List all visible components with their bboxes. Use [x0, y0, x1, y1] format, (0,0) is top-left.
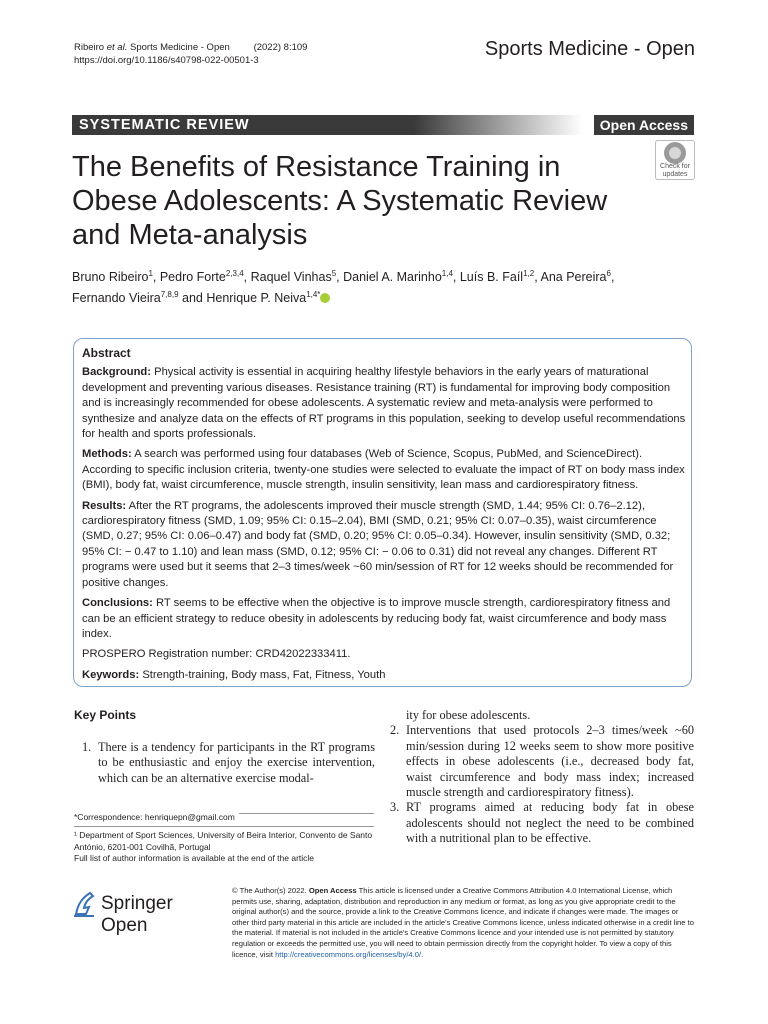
citation-year-volume: (2022) 8:109 [253, 42, 308, 53]
author[interactable]: Henrique P. Neiva$^{1,4*}$ [206, 290, 321, 306]
abstract-content [82, 346, 687, 688]
abstract-keywords: Keywords: Strength-training, Body mass, Fat, Fitness, Youth [82, 668, 386, 681]
doi-link[interactable]: https://doi.org/10.1186/s40798-022-00501-3 [74, 55, 259, 66]
check-for-updates-button[interactable] [655, 140, 695, 180]
author[interactable]: Ana Pereira$^6$ [540, 269, 611, 285]
list-item-continued: ity for obese adolescents. [406, 708, 531, 722]
citation-etal: et al. [106, 42, 128, 53]
key-points-right-column [390, 708, 694, 847]
license-link[interactable]: http://creativecommons.org/licenses/by/4.0/ [275, 949, 422, 959]
authors-and: and [182, 291, 203, 306]
author[interactable]: Bruno Ribeiro$^1$ [72, 269, 153, 285]
affiliation-note: ¹ Department of Sport Sciences, University of Beira Interior, Convento de Santo António, 6201-001 Covilhã, Portugal Full list of author information is available at the end of the article [74, 830, 373, 863]
license-statement: © The Author(s) 2022. Open Access This article is licensed under a Creative Commons Attribution 4.0 International License, which permits use, sharing, adaptation, distribution and reproduction in any medium or format, as long as you give appropriate credit to the original author(s) and the source, provide a link to the Creative Commons licence, and indicate if changes were made. The images or other third party material in this article are included in the article's Creative Commons licence, unless indicated otherwise in a credit line to the material. If material is not included in the article's Creative Commons licence and your intended use is not permitted by statutory regulation or exceeds the permitted use, you will need to obtain permission directly from the copyright holder. To view a copy of this licence, visit http://creativecommons.org/licenses/by/4.0/. [232, 886, 694, 959]
author-list: Bruno Ribeiro$^1$, Pedro Forte$^{2,3,4}$, Raquel Vinhas$^5$, Daniel A. Marinho$^{1,4}$, Luís B. Faíl$^{1,2}$, Ana Pereira$^6$, Fernando Vieira$^{7,8,9}$ and Henrique P. Neiva$^{1,4*}$ [72, 269, 615, 306]
article-type-label: SYSTEMATIC REVIEW [79, 117, 250, 133]
abstract-methods: Methods: A search was performed using four databases (Web of Science, Scopus, PubMed, and ScienceDirect). According to specific inclusion criteria, twenty-one studies were selected to evaluate the impact of RT on body mass index (BMI), body fat, waist circumference, muscle strength, insulin sensitivity, lean mass and cardiorespiratory fitness. [82, 448, 685, 492]
correspondence-note: *Correspondence: henriquepn@gmail.com [74, 812, 239, 822]
author[interactable]: Luís B. Faíl$^{1,2}$ [459, 269, 535, 285]
open-access-badge: Open Access [594, 115, 694, 135]
abstract-results: Results: After the RT programs, the adolescents improved their muscle strength (SMD, 1.44; 95% CI: 0.76–2.12), cardiorespiratory fitness (SMD, 1.09; 95% CI: 0.15–2.04), BMI (SMD, 0.21; 95% CI: 0.07–0.35), waist circumference (SMD, 0.27; 95% CI: 0.06–0.47) and body fat (SMD, 0.20; 95% CI: 0.05–0.34). However, insulin sensitivity (SMD, 0.32; 95% CI: − 0.47 to 1.10) and lean mass (SMD, 0.12; 95% CI: − 0.06 to 0.31) did not reveal any changes. Different RT programs were used but it seems that 2–3 times/week ~60 min/session of RT for 12 weeks should be recommended for positive changes. [82, 499, 674, 589]
citation-authors: Ribeiro [74, 42, 105, 53]
citation-header [74, 41, 307, 67]
springer-open-logo: Springer Open [72, 890, 222, 920]
journal-name: Sports Medicine - Open [484, 38, 695, 60]
author[interactable]: Raquel Vinhas$^5$ [250, 269, 337, 285]
list-item: 1. There is a tendency for participants in the RT programs to be enthusiastic and enjoy the exercise intervention, which can be an alternative exercise modal- [82, 740, 375, 785]
check-updates-label: Check for updates [660, 163, 690, 178]
crossmark-icon [664, 142, 686, 164]
abstract-background: Background: Physical activity is essential in acquiring healthy lifestyle behaviors in the early years of maturational development and preventing various diseases. Resistance training (RT) is fundamental for improving body composition and is increasingly recommended for obese adolescents. A systematic review and meta-analysis were performed to synthesize and analyze data on the effects of RT programs in this population, seeking to develop useful recommendations for health and sports professionals. [82, 366, 686, 441]
springer-horse-icon [72, 890, 98, 918]
orcid-icon[interactable] [320, 293, 330, 303]
key-points-heading: Key Points [74, 708, 137, 722]
abstract-heading: Abstract [82, 346, 131, 360]
article-title: The Benefits of Resistance Training in Obese Adolescents: A Systematic Review and Meta-analysis [72, 151, 608, 251]
list-item: 3. RT programs aimed at reducing body fat in obese adolescents should not neglect the need to be combined with a nutritional plan to be effective. [390, 800, 694, 846]
abstract-conclusions: Conclusions: RT seems to be effective when the objective is to improve muscle strength, cardiorespiratory fitness and can be an efficient strategy to reduce obesity in adolescents by reducing body fat, waist circumference and body mass index. [82, 597, 671, 640]
author[interactable]: Fernando Vieira$^{7,8,9}$ [72, 290, 179, 306]
author[interactable]: Daniel A. Marinho$^{1,4}$ [343, 269, 453, 285]
key-points-left-column [82, 740, 375, 786]
footnote-divider [74, 826, 374, 827]
list-item: 2. Interventions that used protocols 2–3 times/week ~60 min/session during 12 weeks seem to show more positive effects in obese adolescents (i.e., decreased body fat, waist circumference and body mass index; increased muscle strength and cardiorespiratory fitness). [390, 723, 694, 800]
prospero-registration: PROSPERO Registration number: CRD42022333411. [82, 648, 351, 661]
citation-journal: Sports Medicine - Open [130, 42, 230, 53]
author[interactable]: Pedro Forte$^{2,3,4}$ [159, 269, 244, 285]
